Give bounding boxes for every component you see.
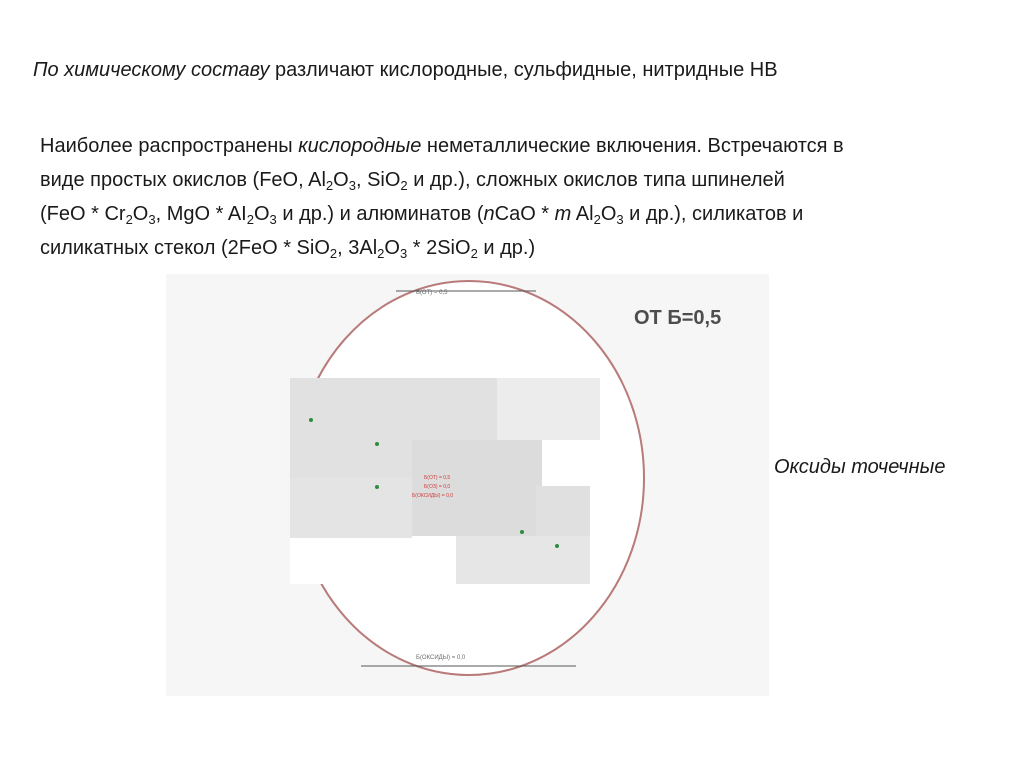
- oxygen-inclusions-paragraph: [40, 129, 990, 265]
- text-fragment: , 3Al: [337, 237, 378, 259]
- text-fragment: Наиболее распространены: [40, 135, 293, 157]
- text-fragment: , SiO: [355, 169, 401, 191]
- figure-label: ОТ Б=0,5: [634, 307, 722, 329]
- text-fragment: O: [333, 169, 349, 191]
- subscript: 3: [399, 246, 408, 261]
- text-fragment: неметаллические включения. Встречаются в: [426, 135, 844, 157]
- inclusion-dot: [555, 544, 559, 548]
- subscript: 3: [269, 212, 277, 227]
- text-fragment: Al: [575, 203, 594, 225]
- micrograph-svg: [166, 274, 769, 696]
- figure-caption: Оксиды точечные: [774, 456, 946, 478]
- paragraph-row-3: [40, 197, 990, 231]
- red-mark-1: Б(ОТ) = 0,5: [424, 475, 451, 481]
- text-fragment: силикатных стекол (2FeO * SiO: [40, 237, 330, 259]
- paragraph-row-1: [40, 129, 990, 163]
- heading-italic: По химическому составу: [33, 59, 270, 81]
- text-fragment: * 2SiO: [412, 237, 471, 259]
- text-fragment: O: [253, 203, 270, 225]
- paragraph-row-2: [40, 163, 990, 197]
- top-scale-label: Б(ОТ) = 0,5: [416, 290, 448, 296]
- text-fragment: CaO *: [494, 203, 550, 225]
- text-fragment: виде простых окислов (FeO, Al: [40, 169, 326, 191]
- heading-line: [33, 56, 778, 84]
- micrograph-tile-6: [456, 536, 590, 584]
- subscript: 2: [329, 246, 338, 261]
- text-fragment: и др.), силикатов и: [629, 203, 804, 225]
- text-fragment: (FeO * Cr: [40, 203, 126, 225]
- subscript: 2: [470, 246, 478, 261]
- subscript: 3: [148, 212, 156, 227]
- red-mark-2: Б(ОЗ) = 0,0: [424, 484, 451, 490]
- text-fragment: и др.) и алюминатов (: [282, 203, 484, 225]
- micrograph-figure: [166, 274, 769, 696]
- inclusion-dot: [375, 485, 379, 489]
- subscript: 2: [400, 178, 408, 193]
- bottom-scale-label: Б(ОКСИДЫ) = 0,0: [416, 655, 466, 661]
- inclusion-dot: [375, 442, 379, 446]
- micrograph-tile-2: [497, 378, 600, 440]
- text-fragment: , MgO * AI: [155, 203, 247, 225]
- text-fragment: O: [600, 203, 617, 225]
- subscript: 3: [348, 178, 356, 193]
- text-fragment-italic: m: [554, 203, 572, 225]
- subscript: 2: [125, 212, 133, 227]
- text-fragment: и др.): [483, 237, 536, 259]
- red-mark-3: Б(ОКСИДЫ) = 0,0: [412, 493, 454, 499]
- text-fragment: и др.), сложных окислов типа шпинелей: [413, 169, 785, 191]
- micrograph-tile-3: [290, 478, 412, 538]
- subscript: 2: [593, 212, 601, 227]
- heading-rest: различают кислородные, сульфидные, нитридные НВ: [275, 59, 778, 81]
- inclusion-dot: [520, 530, 524, 534]
- text-fragment: O: [384, 237, 400, 259]
- text-fragment: O: [132, 203, 149, 225]
- inclusion-dot: [309, 418, 313, 422]
- blank-area: [290, 538, 456, 584]
- text-fragment-italic: кислородные: [298, 135, 422, 157]
- subscript: 2: [325, 178, 334, 193]
- text-fragment-italic: n: [483, 203, 495, 225]
- paragraph-row-4: [40, 231, 990, 265]
- subscript: 2: [377, 246, 385, 261]
- subscript: 2: [246, 212, 254, 227]
- subscript: 3: [616, 212, 624, 227]
